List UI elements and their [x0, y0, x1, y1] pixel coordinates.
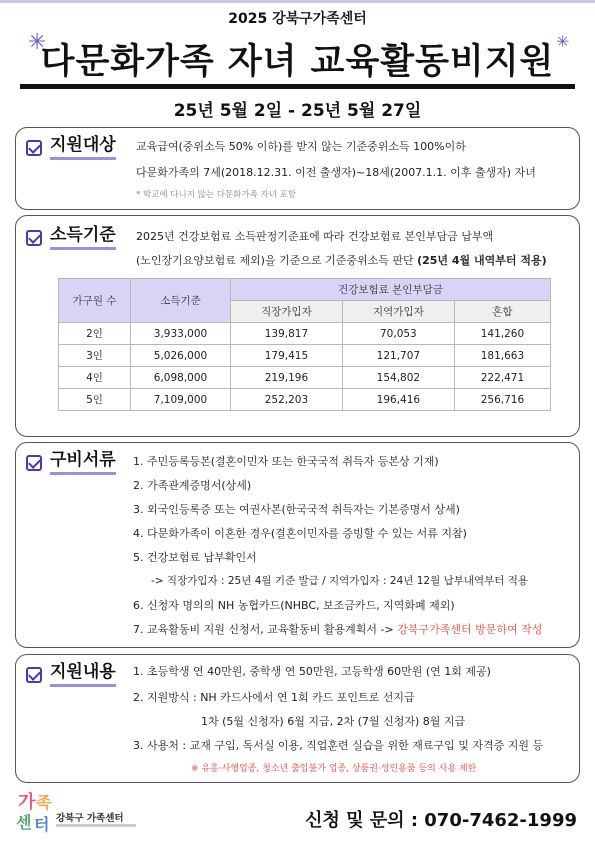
cell-mixed: 256,716	[454, 389, 550, 411]
cell-household: 4인	[59, 367, 131, 389]
logo-char: 센	[16, 813, 32, 832]
income-heading	[26, 226, 116, 250]
cell-household: 3인	[59, 345, 131, 367]
cell-income: 5,026,000	[131, 345, 231, 367]
support-section	[15, 654, 580, 783]
checkbox-icon	[26, 455, 42, 471]
document-item-text: 7. 교육활동비 지원 신청서, 교육활동비 활용계획서 ->	[133, 623, 398, 636]
col-regional: 지역가입자	[342, 301, 454, 323]
logo-subtext-bar	[56, 824, 136, 827]
logo-char: 터	[34, 815, 50, 834]
income-line-1: 2025년 건강보험료 소득판정기준표에 따라 건강보험료 본인부담금 납부액	[136, 230, 494, 243]
top-decor-strip	[0, 0, 595, 3]
eligibility-section	[15, 127, 580, 210]
checkbox-icon	[26, 667, 42, 683]
cell-employee: 139,817	[231, 323, 343, 345]
col-household: 가구원 수	[59, 279, 131, 323]
main-title: 다문화가족 자녀 교육활동비지원	[40, 42, 555, 82]
documents-section	[15, 442, 580, 648]
section-heading-label: 구비서류	[50, 451, 116, 475]
document-item: 4. 다문화가족이 이혼한 경우(결혼이민자를 증빙할 수 있는 서류 지참)	[133, 527, 467, 540]
cell-regional: 154,802	[342, 367, 454, 389]
cell-regional: 121,707	[342, 345, 454, 367]
cell-income: 7,109,000	[131, 389, 231, 411]
col-income: 소득기준	[131, 279, 231, 323]
support-item-3: 3. 사용처 : 교재 구입, 독서실 이용, 직업훈련 실습을 위한 재료구입 및 자격증 지원 등	[133, 739, 544, 752]
col-employee: 직장가입자	[231, 301, 343, 323]
eligibility-line-2: 다문화가족의 7세(2018.12.31. 이전 출생자)~18세(2007.1.1. 이후 출생자) 자녀	[136, 166, 536, 179]
support-heading	[26, 663, 116, 687]
cell-regional: 196,416	[342, 389, 454, 411]
cell-household: 5인	[59, 389, 131, 411]
section-heading-label: 지원내용	[50, 663, 116, 687]
document-item: 2. 가족관계증명서(상세)	[133, 479, 252, 492]
cell-income: 6,098,000	[131, 367, 231, 389]
table-row	[59, 345, 551, 367]
contact-info: 신청 및 문의 : 070-7462-1999	[305, 810, 577, 831]
checkbox-icon	[26, 230, 42, 246]
title-underline	[20, 84, 575, 89]
document-subitem: -> 직장가입자 : 25년 4월 기준 발급 / 지역가입자 : 24년 12월 납부내역부터 적용	[151, 575, 529, 587]
cell-mixed: 181,663	[454, 345, 550, 367]
section-heading-label: 소득기준	[50, 226, 116, 250]
sparkle-icon: ✳	[556, 32, 570, 51]
support-item-1: 1. 초등학생 연 40만원, 중학생 연 50만원, 고등학생 60만원 (연 1회 제공)	[133, 665, 491, 678]
cell-mixed: 141,260	[454, 323, 550, 345]
eligibility-note: * 학교에 다니지 않는 다문화가족 자녀 포함	[136, 190, 297, 200]
cell-employee: 219,196	[231, 367, 343, 389]
cell-household: 2인	[59, 323, 131, 345]
income-table	[58, 278, 551, 411]
income-section	[15, 215, 580, 437]
income-line-2	[136, 252, 547, 268]
cell-mixed: 222,471	[454, 367, 550, 389]
table-row	[59, 389, 551, 411]
support-item-2-detail: 1차 (5월 신청자) 6월 지급, 2차 (7월 신청자) 8월 지급	[201, 715, 466, 728]
cell-employee: 179,415	[231, 345, 343, 367]
col-mixed: 혼합	[454, 301, 550, 323]
documents-heading	[26, 451, 116, 475]
document-item-highlight: 강북구가족센터 방문하여 작성	[397, 623, 543, 636]
center-logo	[12, 788, 56, 836]
cell-income: 3,933,000	[131, 323, 231, 345]
support-item-2: 2. 지원방식 : NH 카드사에서 연 1회 카드 포인트로 선지급	[133, 691, 415, 704]
cell-employee: 252,203	[231, 389, 343, 411]
org-title: 2025 강북구가족센터	[228, 11, 367, 27]
checkbox-icon	[26, 140, 42, 156]
document-item: 5. 건강보험료 납부확인서	[133, 551, 257, 564]
center-name: 강북구 가족센터	[56, 813, 124, 824]
income-line-2-text: (노인장기요양보험료 제외)을 기준으로 기준중위소득 판단	[136, 254, 418, 267]
sparkle-icon: ✳	[28, 30, 47, 55]
eligibility-line-1: 교육급여(중위소득 50% 이하)를 받지 않는 기준중위소득 100%이하	[136, 140, 466, 153]
cell-regional: 70,053	[342, 323, 454, 345]
section-heading-label: 지원대상	[50, 136, 116, 160]
income-line-2-emphasis: (25년 4월 내역부터 적용)	[417, 254, 547, 267]
document-item: 1. 주민등록등본(결혼이민자 또는 한국국적 취득자 등본상 기재)	[133, 455, 439, 468]
col-group-premium: 건강보험료 본인부담금	[231, 279, 551, 301]
application-period: 25년 5월 2일 - 25년 5월 27일	[173, 101, 422, 121]
document-item: 6. 신청자 명의의 NH 농협카드(NHBC, 보조금카드, 지역화폐 제외)	[133, 599, 455, 612]
logo-char: 가	[18, 792, 36, 813]
table-row	[59, 323, 551, 345]
table-row	[59, 367, 551, 389]
eligibility-heading	[26, 136, 116, 160]
logo-char: 족	[36, 793, 52, 812]
document-item: 3. 외국인등록증 또는 여권사본(한국국적 취득자는 기본증명서 상세)	[133, 503, 460, 516]
support-restriction-note: ※ 유흥·사행업종, 청소년 출입불가 업종, 상품권·성인용품 등의 사용 제한	[191, 764, 477, 774]
document-item-7	[133, 621, 542, 637]
